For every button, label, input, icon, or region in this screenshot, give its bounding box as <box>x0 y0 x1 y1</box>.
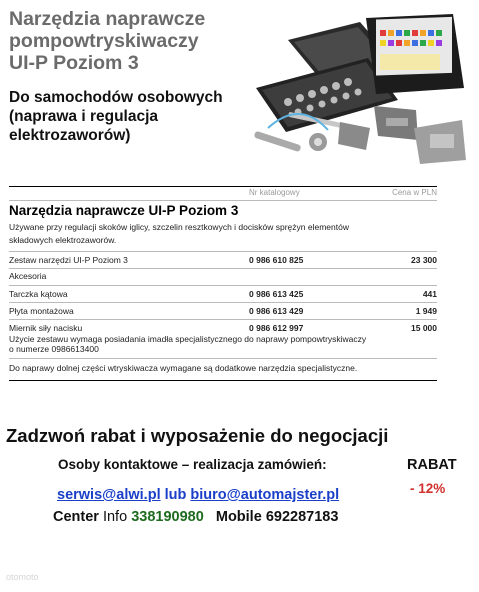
row-catalog: 0 986 610 825 <box>249 255 304 265</box>
title-line: pompowtryskiwaczy <box>9 30 199 52</box>
description-line: Używane przy regulacji skoków iglicy, szczelin resztkowych i docisków sprężyn elementów <box>9 222 349 232</box>
table-top-rule <box>9 186 437 187</box>
row-label: Płyta montażowa <box>9 306 74 316</box>
row-price: 15 000 <box>411 323 437 333</box>
mobile-label: Mobile <box>215 509 262 525</box>
row-rule <box>9 358 437 359</box>
page-title <box>9 8 249 74</box>
row-rule <box>9 285 437 286</box>
info-label: Info <box>102 509 128 525</box>
row-price: 441 <box>422 289 437 299</box>
row-rule <box>9 268 437 269</box>
row-catalog: 0 986 612 997 <box>249 323 304 333</box>
row-label: Miernik siły nacisku <box>9 323 83 333</box>
section-title: Narzędzia naprawcze UI-P Poziom 3 <box>9 203 239 218</box>
product-photo <box>248 10 470 168</box>
subtitle-line: (naprawa i regulacja <box>9 108 159 125</box>
center-label: Center <box>53 509 99 525</box>
watermark-logo: otomoto <box>6 572 39 582</box>
row-rule <box>9 302 437 303</box>
email-link-biuro[interactable]: biuro@automajster.pl <box>190 487 340 503</box>
row-rule <box>9 251 437 252</box>
row-price: 1 949 <box>415 306 437 316</box>
description-line: składowych elektrozaworów. <box>9 235 117 245</box>
page-subtitle <box>9 88 244 145</box>
row-catalog: 0 986 613 425 <box>249 289 304 299</box>
email-separator: lub <box>164 487 187 503</box>
table-note <box>9 334 437 354</box>
table-footnote: Do naprawy dolnej części wtryskiwacza wymagane są dodatkowe narzędzia specjalistyczne. <box>9 363 358 373</box>
title-line: UI-P Poziom 3 <box>9 52 139 74</box>
header-rule <box>9 200 437 201</box>
table-row <box>9 255 437 267</box>
contact-emails <box>57 487 339 503</box>
subtitle-line: Do samochodów osobowych <box>9 89 223 106</box>
row-rule <box>9 319 437 320</box>
col-header-catalog: Nr katalogowy <box>249 188 300 197</box>
contact-phones <box>53 509 338 525</box>
phone-center[interactable]: 338190980 <box>131 509 204 525</box>
table-row <box>9 306 437 318</box>
table-bottom-rule <box>9 380 437 381</box>
note-line: o numerze 0986613400 <box>9 344 99 354</box>
row-label: Akcesoria <box>9 271 47 281</box>
col-header-price: Cena w PLN <box>392 188 437 197</box>
email-link-serwis[interactable]: serwis@alwi.pl <box>57 487 161 503</box>
row-label: Tarczka kątowa <box>9 289 68 299</box>
promo-headline: Zadzwoń rabat i wyposażenie do negocjacji <box>6 425 389 446</box>
phone-mobile[interactable]: 692287183 <box>265 509 339 525</box>
row-price: 23 300 <box>411 255 437 265</box>
table-row <box>9 289 437 301</box>
table-row <box>9 271 437 283</box>
row-catalog: 0 986 613 429 <box>249 306 304 316</box>
note-line: Użycie zestawu wymaga posiadania imadła specjalistycznego do naprawy pompowtryskiwaczy <box>9 334 367 344</box>
rabat-label: RABAT <box>407 457 457 473</box>
rabat-value: - 12% <box>410 481 446 496</box>
row-label: Zestaw narzędzi UI-P Poziom 3 <box>9 255 128 265</box>
section-description <box>9 221 419 247</box>
title-line: Narzędzia naprawcze <box>9 8 206 30</box>
contacts-label: Osoby kontaktowe – realizacja zamówień: <box>58 457 327 472</box>
subtitle-line: elektrozaworów) <box>9 127 131 144</box>
